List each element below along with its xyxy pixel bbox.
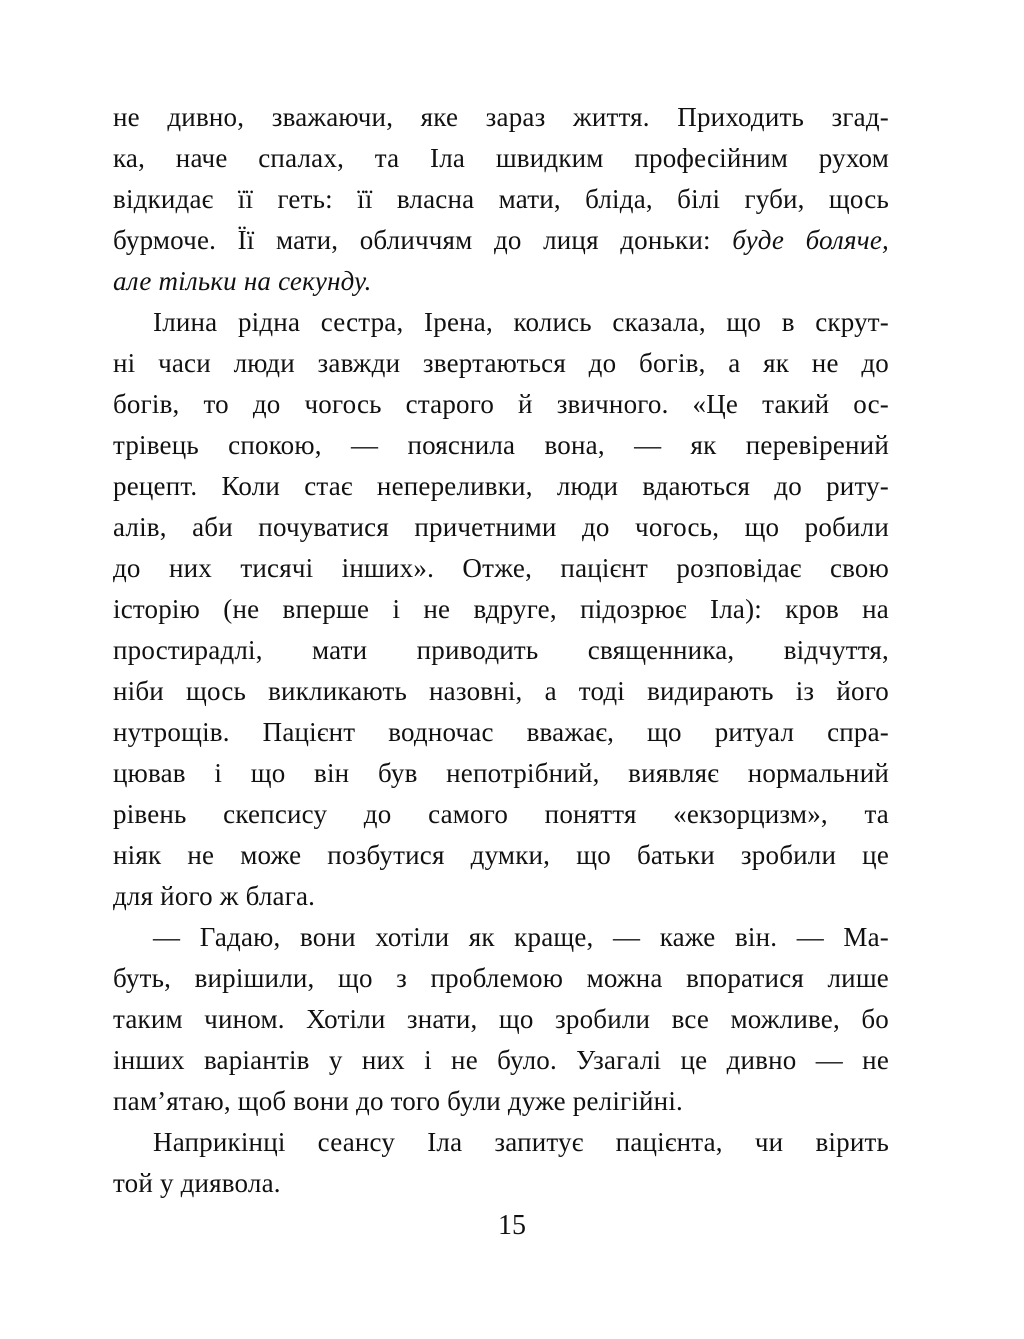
- text-line: Наприкінці сеансу Іла запитує пацієнта, чи вірить: [153, 1127, 889, 1157]
- page-number: 15: [498, 1210, 526, 1241]
- text-segment-italic: буде боляче,: [732, 225, 889, 255]
- text-line: богів, то до чогось старого й звичного. «Це такий ос-: [113, 389, 889, 419]
- body-text: [113, 97, 889, 1204]
- text-line: ні часи люди завжди звертаються до богів, а як не до: [113, 348, 889, 378]
- paragraph-4: [113, 1122, 889, 1204]
- text-line: до них тисячі інших». Отже, пацієнт розповідає свою: [113, 553, 889, 583]
- text-line: ка, наче спалах, та Іла швидким професійним рухом: [113, 143, 889, 173]
- paragraph-3: [113, 917, 889, 1122]
- text-segment: бурмоче. Її мати, обличчям до лиця доньки:: [113, 225, 733, 255]
- text-line: ніби щось викликають назовні, а тоді видирають із його: [113, 676, 889, 706]
- text-line: алів, аби почуватися причетними до чогось, що робили: [113, 512, 889, 542]
- paragraph-1: [113, 97, 889, 302]
- text-line: Ілина рідна сестра, Ірена, колись сказала, що в скрут-: [153, 307, 889, 337]
- text-line: [113, 220, 889, 261]
- text-line: рецепт. Коли стає непереливки, люди вдаються до риту-: [113, 471, 889, 501]
- text-line: для його ж блага.: [113, 881, 316, 911]
- text-line: ніяк не може позбутися думки, що батьки зробили це: [113, 840, 889, 870]
- text-line: — Гадаю, вони хотіли як краще, — каже він. — Ма-: [153, 922, 889, 952]
- text-line: буть, вирішили, що з проблемою можна впоратися лише: [113, 963, 889, 993]
- text-line: але тільки на секунду.: [113, 266, 372, 296]
- text-line: трівець спокою, — пояснила вона, — як перевірений: [113, 430, 889, 460]
- text-line: таким чином. Хотіли знати, що зробили все можливе, бо: [113, 1004, 889, 1034]
- text-line: цював і що він був непотрібний, виявляє нормальний: [113, 758, 889, 788]
- text-line: історію (не вперше і не вдруге, підозрює Іла): кров на: [113, 594, 889, 624]
- text-line: пам’ятаю, щоб вони до того були дуже релігійні.: [113, 1086, 683, 1116]
- text-line: той у диявола.: [113, 1168, 281, 1198]
- paragraph-2: [113, 302, 889, 917]
- text-line: відкидає її геть: її власна мати, бліда, білі губи, щось: [113, 184, 889, 214]
- text-line: інших варіантів у них і не було. Узагалі це дивно — не: [113, 1045, 889, 1075]
- text-line: нутрощів. Пацієнт водночас вважає, що ритуал спра-: [113, 717, 889, 747]
- text-line: простирадлі, мати приводить священника, відчуття,: [113, 635, 889, 665]
- text-line: рівень скепсису до самого поняття «екзорцизм», та: [113, 799, 889, 829]
- text-line: не дивно, зважаючи, яке зараз життя. Приходить згад-: [113, 102, 889, 132]
